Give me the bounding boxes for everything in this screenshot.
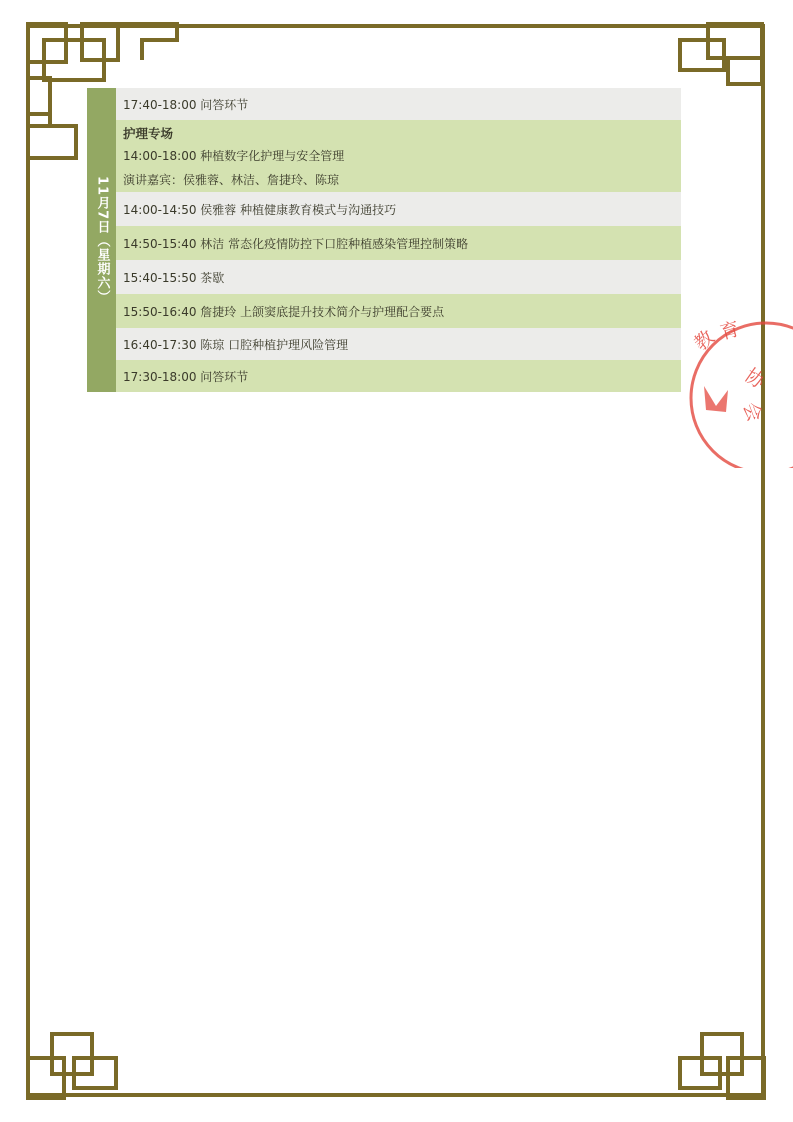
- section-time-line: 14:00-18:00 种植数字化护理与安全管理: [123, 149, 345, 163]
- date-label: 11月7日（星期六）: [94, 175, 110, 305]
- seal-char: 协: [740, 364, 769, 394]
- official-seal: [686, 308, 793, 468]
- seal-char: 教: [690, 326, 719, 356]
- row-text: 15:50-16:40 詹捷玲 上颌窦底提升技术简介与护理配合要点: [123, 304, 445, 319]
- row-text: 14:50-15:40 林洁 常态化疫情防控下口腔种植感染管理控制策略: [123, 236, 469, 251]
- corner-ornament-bottom-right: [672, 1028, 772, 1108]
- date-column: [87, 88, 116, 392]
- corner-ornament-top-right: [672, 18, 772, 98]
- section-block-nursing: [116, 120, 681, 192]
- section-speakers-line: 演讲嘉宾：侯雅蓉、林洁、詹捷玲、陈琼: [123, 173, 340, 187]
- section-heading: 护理专场: [123, 126, 174, 141]
- schedule-row: [116, 360, 681, 392]
- schedule-row: [116, 328, 681, 360]
- schedule-row: [116, 88, 681, 120]
- schedule-row: [116, 260, 681, 294]
- schedule-row: [116, 294, 681, 328]
- seal-char: 育: [717, 317, 742, 345]
- row-text: 14:00-14:50 侯雅蓉 种植健康教育模式与沟通技巧: [123, 202, 397, 217]
- row-text: 15:40-15:50 茶歇: [123, 270, 225, 285]
- schedule-row: [116, 226, 681, 260]
- schedule-row: [116, 192, 681, 226]
- row-text: 16:40-17:30 陈琼 口腔种植护理风险管理: [123, 337, 349, 352]
- corner-ornament-bottom-left: [22, 1028, 122, 1108]
- seal-char: 会: [738, 399, 766, 425]
- row-text: 17:40-18:00 问答环节: [123, 97, 249, 112]
- schedule-table: [87, 88, 681, 392]
- row-text: 17:30-18:00 问答环节: [123, 369, 249, 384]
- schedule-rows: [116, 88, 681, 392]
